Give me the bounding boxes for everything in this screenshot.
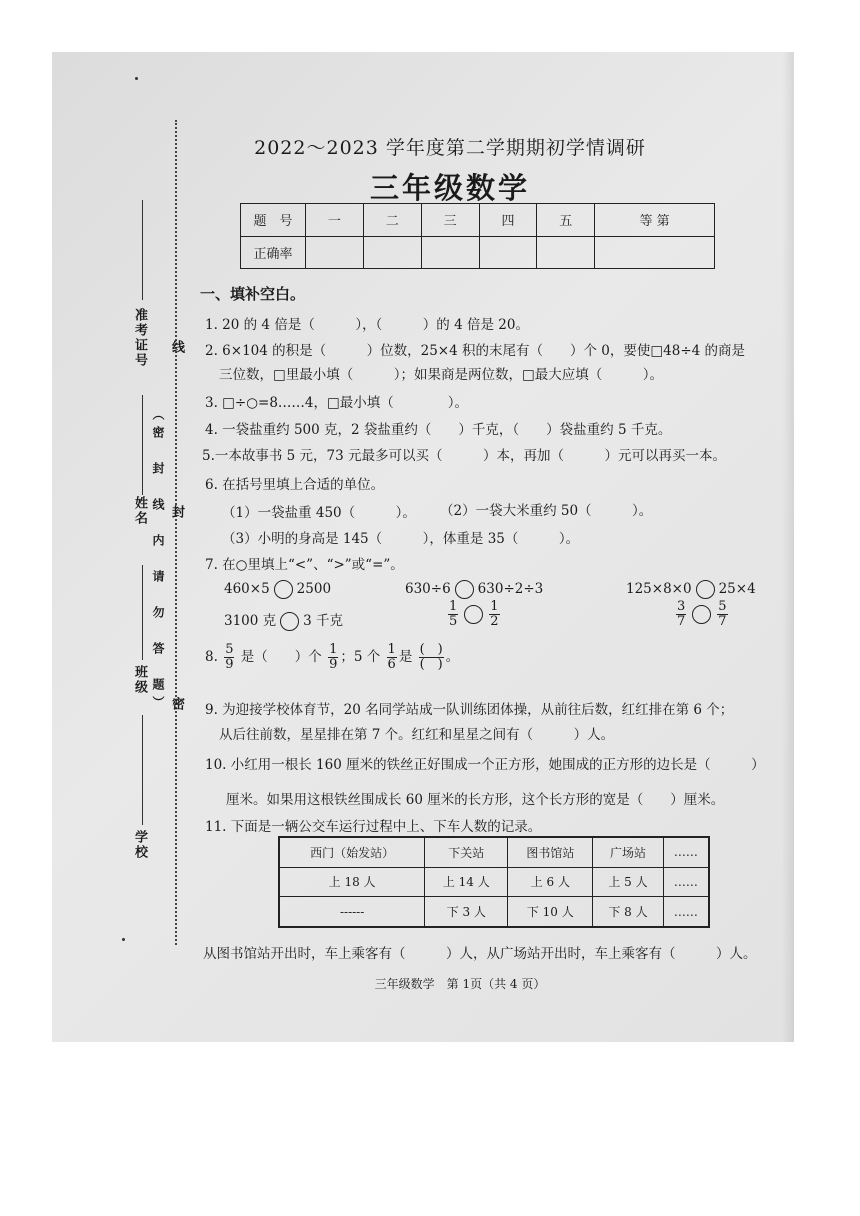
score-table-rate-row bbox=[241, 236, 715, 269]
question-3: 3. □÷○=8……4，□最小填（ ）。 bbox=[205, 395, 469, 411]
exam-no-label: 准考证号 bbox=[132, 308, 147, 368]
up-cell: 上 18 人 bbox=[279, 867, 425, 897]
compare-circle[interactable] bbox=[274, 580, 293, 599]
q7-b-right: 630÷2÷3 bbox=[477, 581, 544, 597]
question-11-answer: 从图书馆站开出时，车上乘客有（ ）人，从广场站开出时，车上乘客有（ ）人。 bbox=[203, 946, 757, 962]
fraction: $\frac{1}{9}$ bbox=[329, 642, 338, 672]
bus-table-header-row bbox=[279, 837, 709, 867]
up-cell: 上 6 人 bbox=[508, 867, 593, 897]
q7-d-right: 3 千克 bbox=[303, 613, 344, 629]
down-cell: ------ bbox=[279, 897, 425, 927]
station-cell: 西门（始发站） bbox=[279, 837, 425, 867]
exam-title: 2022～2023 学年度第二学期期初学情调研 bbox=[254, 137, 646, 159]
question-11: 11. 下面是一辆公交车运行过程中上、下车人数的记录。 bbox=[205, 819, 542, 835]
class-underline bbox=[142, 565, 143, 660]
fraction: $\frac{1}{6}$ bbox=[387, 642, 396, 672]
station-cell: 下关站 bbox=[425, 837, 508, 867]
score-cell: 题 号 bbox=[241, 204, 306, 237]
q8-text: 是（ ）个 bbox=[240, 649, 322, 665]
q7-c-right: 25×4 bbox=[718, 581, 756, 597]
compare-circle[interactable] bbox=[696, 580, 715, 599]
question-2-line-1: 2. 6×104 的积是（ ）位数，25×4 积的末尾有（ ）个 0，要使□48÷4 的商是 bbox=[205, 343, 746, 359]
up-cell: 上 5 人 bbox=[593, 867, 663, 897]
bus-record-table bbox=[278, 836, 710, 928]
score-cell[interactable] bbox=[306, 236, 364, 269]
q7-item-e bbox=[446, 600, 502, 629]
q8-text: 是 bbox=[398, 649, 413, 665]
score-cell[interactable] bbox=[479, 236, 537, 269]
up-cell: 上 14 人 bbox=[425, 867, 508, 897]
q8-text: ；5 个 bbox=[340, 649, 381, 665]
compare-circle[interactable] bbox=[464, 605, 483, 624]
q7-a-right: 2500 bbox=[296, 581, 332, 597]
section-title: 一、填补空白。 bbox=[200, 285, 306, 303]
q7-item-c bbox=[626, 580, 756, 599]
question-10-line-1: 10. 小红用一根长 160 厘米的铁丝正好围成一个正方形，她围成的正方形的边长是（ ） bbox=[205, 757, 765, 773]
score-cell[interactable] bbox=[421, 236, 479, 269]
compare-circle[interactable] bbox=[280, 612, 299, 631]
question-4: 4. 一袋盐重约 500 克，2 袋盐重约（ ）千克，（ ）袋盐重约 5 千克。 bbox=[205, 422, 672, 438]
name-underline bbox=[142, 395, 143, 495]
fraction: $\frac{5}{7}$ bbox=[718, 599, 727, 629]
seal-note: （密 封 线 内 请 勿 答 题） bbox=[151, 408, 165, 714]
school-underline bbox=[142, 715, 143, 825]
seal-dotted-line bbox=[175, 120, 177, 945]
down-cell: 下 3 人 bbox=[425, 897, 508, 927]
q7-item-b bbox=[405, 580, 543, 599]
down-cell: 下 10 人 bbox=[508, 897, 593, 927]
score-table-header-row bbox=[241, 204, 715, 237]
question-7: 7. 在○里填上“<”、“>”或“=”。 bbox=[205, 557, 404, 573]
question-6-2: （2）一袋大米重约 50（ ）。 bbox=[440, 503, 653, 519]
q7-item-d bbox=[224, 609, 343, 631]
question-6-1: （1）一袋盐重 450（ ）。 bbox=[222, 505, 416, 521]
station-cell: 图书馆站 bbox=[508, 837, 593, 867]
compare-circle[interactable] bbox=[692, 605, 711, 624]
question-1: 1. 20 的 4 倍是（ ），（ ）的 4 倍是 20。 bbox=[205, 317, 529, 333]
fraction: $\frac{1}{2}$ bbox=[490, 599, 499, 629]
exam-no-underline bbox=[142, 200, 143, 300]
question-9-line-1: 9. 为迎接学校体育节，20 名同学站成一队训练团体操，从前往后数，红红排在第 6 个； bbox=[205, 702, 734, 718]
bus-table-down-row bbox=[279, 897, 709, 927]
speck bbox=[135, 77, 138, 80]
score-cell: 正确率 bbox=[241, 236, 306, 269]
question-6-3: （3）小明的身高是 145（ ），体重是 35（ ）。 bbox=[222, 531, 580, 547]
fraction-blank[interactable]: $\frac{( )}{( )}$ bbox=[419, 642, 443, 672]
fraction: $\frac{3}{7}$ bbox=[677, 599, 686, 629]
seal-char: 封 bbox=[169, 505, 184, 520]
score-cell: 等 第 bbox=[595, 204, 715, 237]
class-label: 班级 bbox=[132, 665, 147, 695]
name-label: 姓名 bbox=[132, 496, 147, 526]
question-10-line-2: 厘米。如果用这根铁丝围成长 60 厘米的长方形，这个长方形的宽是（ ）厘米。 bbox=[226, 792, 725, 808]
page-shadow bbox=[782, 52, 794, 1042]
up-cell: …… bbox=[663, 867, 709, 897]
school-label: 学校 bbox=[132, 830, 147, 860]
q7-c-left: 125×8×0 bbox=[626, 581, 692, 597]
score-cell: 三 bbox=[421, 204, 479, 237]
exam-subtitle: 三年级数学 bbox=[369, 171, 530, 205]
score-cell: 一 bbox=[306, 204, 364, 237]
score-cell[interactable] bbox=[537, 236, 595, 269]
score-cell: 二 bbox=[363, 204, 421, 237]
score-cell: 五 bbox=[537, 204, 595, 237]
q7-item-f bbox=[674, 600, 730, 629]
q7-a-left: 460×5 bbox=[224, 581, 270, 597]
question-5: 5.一本故事书 5 元，73 元最多可以买（ ）本，再加（ ）元可以再买一本。 bbox=[202, 448, 727, 464]
down-cell: …… bbox=[663, 897, 709, 927]
q7-b-left: 630÷6 bbox=[405, 581, 451, 597]
score-cell[interactable] bbox=[363, 236, 421, 269]
fraction: $\frac{1}{5}$ bbox=[449, 599, 458, 629]
question-8 bbox=[205, 643, 459, 672]
score-cell: 四 bbox=[479, 204, 537, 237]
station-cell: 广场站 bbox=[593, 837, 663, 867]
speck bbox=[122, 938, 125, 941]
question-9-line-2: 从后往前数，星星排在第 7 个。红红和星星之间有（ ）人。 bbox=[219, 727, 615, 743]
line-char: 线 bbox=[169, 340, 184, 355]
q7-d-left: 3100 克 bbox=[224, 613, 277, 629]
score-cell[interactable] bbox=[595, 236, 715, 269]
down-cell: 下 8 人 bbox=[593, 897, 663, 927]
bus-table-up-row bbox=[279, 867, 709, 897]
score-table bbox=[240, 203, 715, 269]
fraction: $\frac{5}{9}$ bbox=[225, 642, 234, 672]
q8-text: 。 bbox=[445, 649, 460, 665]
question-6: 6. 在括号里填上合适的单位。 bbox=[205, 477, 385, 493]
page-footer: 三年级数学 第 1页（共 4 页） bbox=[374, 977, 546, 991]
mi-char: 密 bbox=[169, 697, 184, 712]
question-2-line-2: 三位数，□里最小填（ ）；如果商是两位数，□最大应填（ ）。 bbox=[219, 367, 664, 383]
compare-circle[interactable] bbox=[455, 580, 474, 599]
q7-item-a bbox=[224, 580, 331, 599]
q8-prefix: 8. bbox=[205, 649, 218, 665]
station-cell: …… bbox=[663, 837, 709, 867]
